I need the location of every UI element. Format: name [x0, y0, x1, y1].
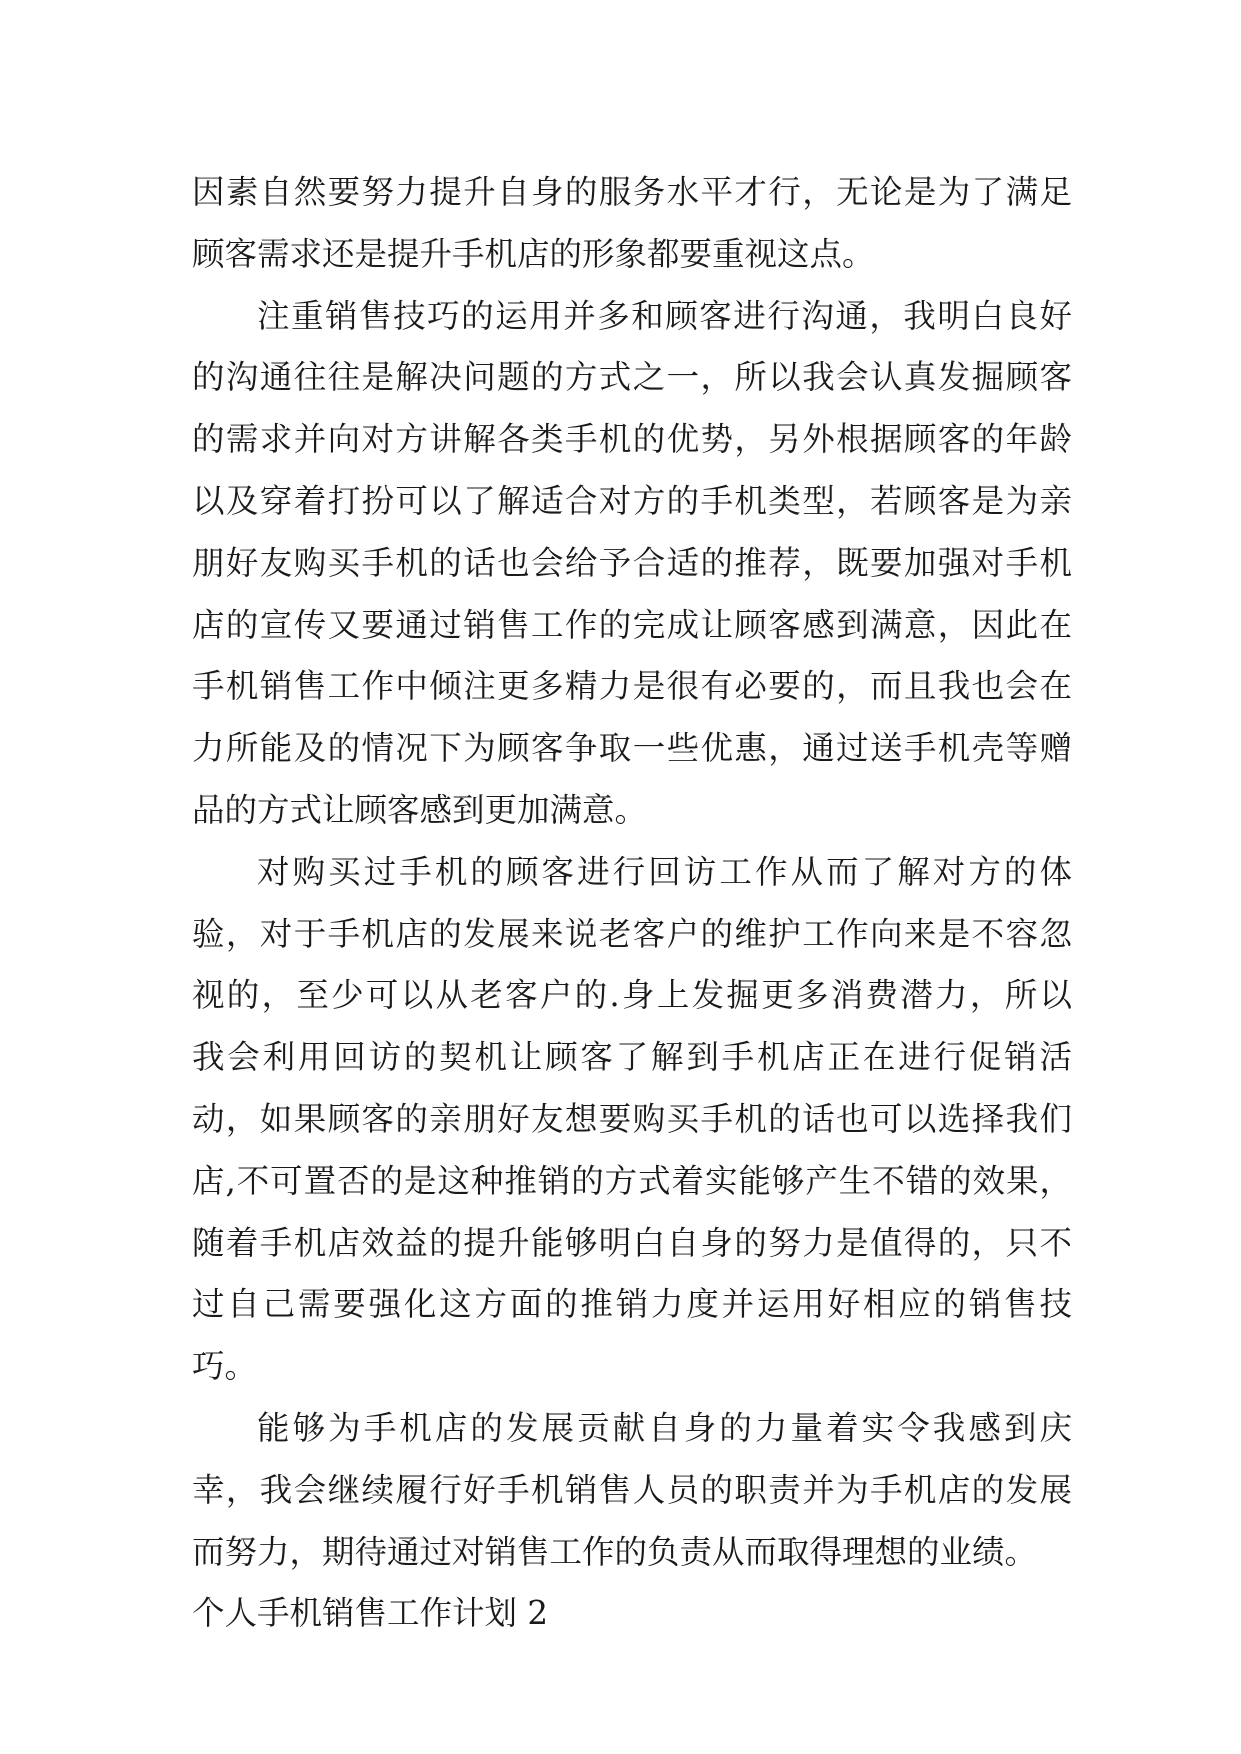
- text-line: 顾客需求还是提升手机店的形象都要重视这点。: [192, 234, 875, 273]
- text-line: 过自己需要强化这方面的推销力度并运用好相应的销售技: [192, 1285, 1072, 1324]
- text-line: 的需求并向对方讲解各类手机的优势，另外根据顾客的年龄: [192, 420, 1072, 459]
- text-line: 巧。: [192, 1347, 258, 1386]
- text-line: 幸，我会继续履行好手机销售人员的职责并为手机店的发展: [192, 1470, 1072, 1509]
- text-line: 手机销售工作中倾注更多精力是很有必要的，而且我也会在: [192, 667, 1072, 706]
- text-line: 品的方式让顾客感到更加满意。: [192, 790, 648, 829]
- text-line: 力所能及的情况下为顾客争取一些优惠，通过送手机壳等赠: [192, 729, 1072, 768]
- text-line: 店,不可置否的是这种推销的方式着实能够产生不错的效果，: [192, 1161, 1072, 1200]
- paragraph-first-line: 对购买过手机的顾客进行回访工作从而了解对方的体: [257, 852, 1072, 891]
- text-line: 视的，至少可以从老客户的.身上发掘更多消费潜力，所以: [192, 976, 1072, 1015]
- paragraph-first-line: 注重销售技巧的运用并多和顾客进行沟通，我明白良好: [257, 296, 1072, 335]
- text-line: 店的宣传又要通过销售工作的完成让顾客感到满意，因此在: [192, 605, 1072, 644]
- text-line: 动，如果顾客的亲朋好友想要购买手机的话也可以选择我们: [192, 1099, 1072, 1138]
- text-line: 我会利用回访的契机让顾客了解到手机店正在进行促销活: [192, 1038, 1072, 1077]
- text-line: 朋好友购买手机的话也会给予合适的推荐，既要加强对手机: [192, 543, 1072, 582]
- text-line: 验，对于手机店的发展来说老客户的维护工作向来是不容忽: [192, 914, 1072, 953]
- text-line: 而努力，期待通过对销售工作的负责从而取得理想的业绩。: [192, 1532, 1038, 1571]
- text-line: 随着手机店效益的提升能够明白自身的努力是值得的，只不: [192, 1223, 1072, 1262]
- document-body: [192, 162, 1072, 1645]
- section-heading: 个人手机销售工作计划 2: [192, 1594, 549, 1633]
- paragraph-first-line: 能够为手机店的发展贡献自身的力量着实令我感到庆: [257, 1408, 1072, 1447]
- text-line: 因素自然要努力提升自身的服务水平才行，无论是为了满足: [192, 173, 1072, 211]
- text-line: 以及穿着打扮可以了解适合对方的手机类型，若顾客是为亲: [192, 481, 1072, 520]
- text-line: 的沟通往往是解决问题的方式之一，所以我会认真发掘顾客: [192, 358, 1072, 397]
